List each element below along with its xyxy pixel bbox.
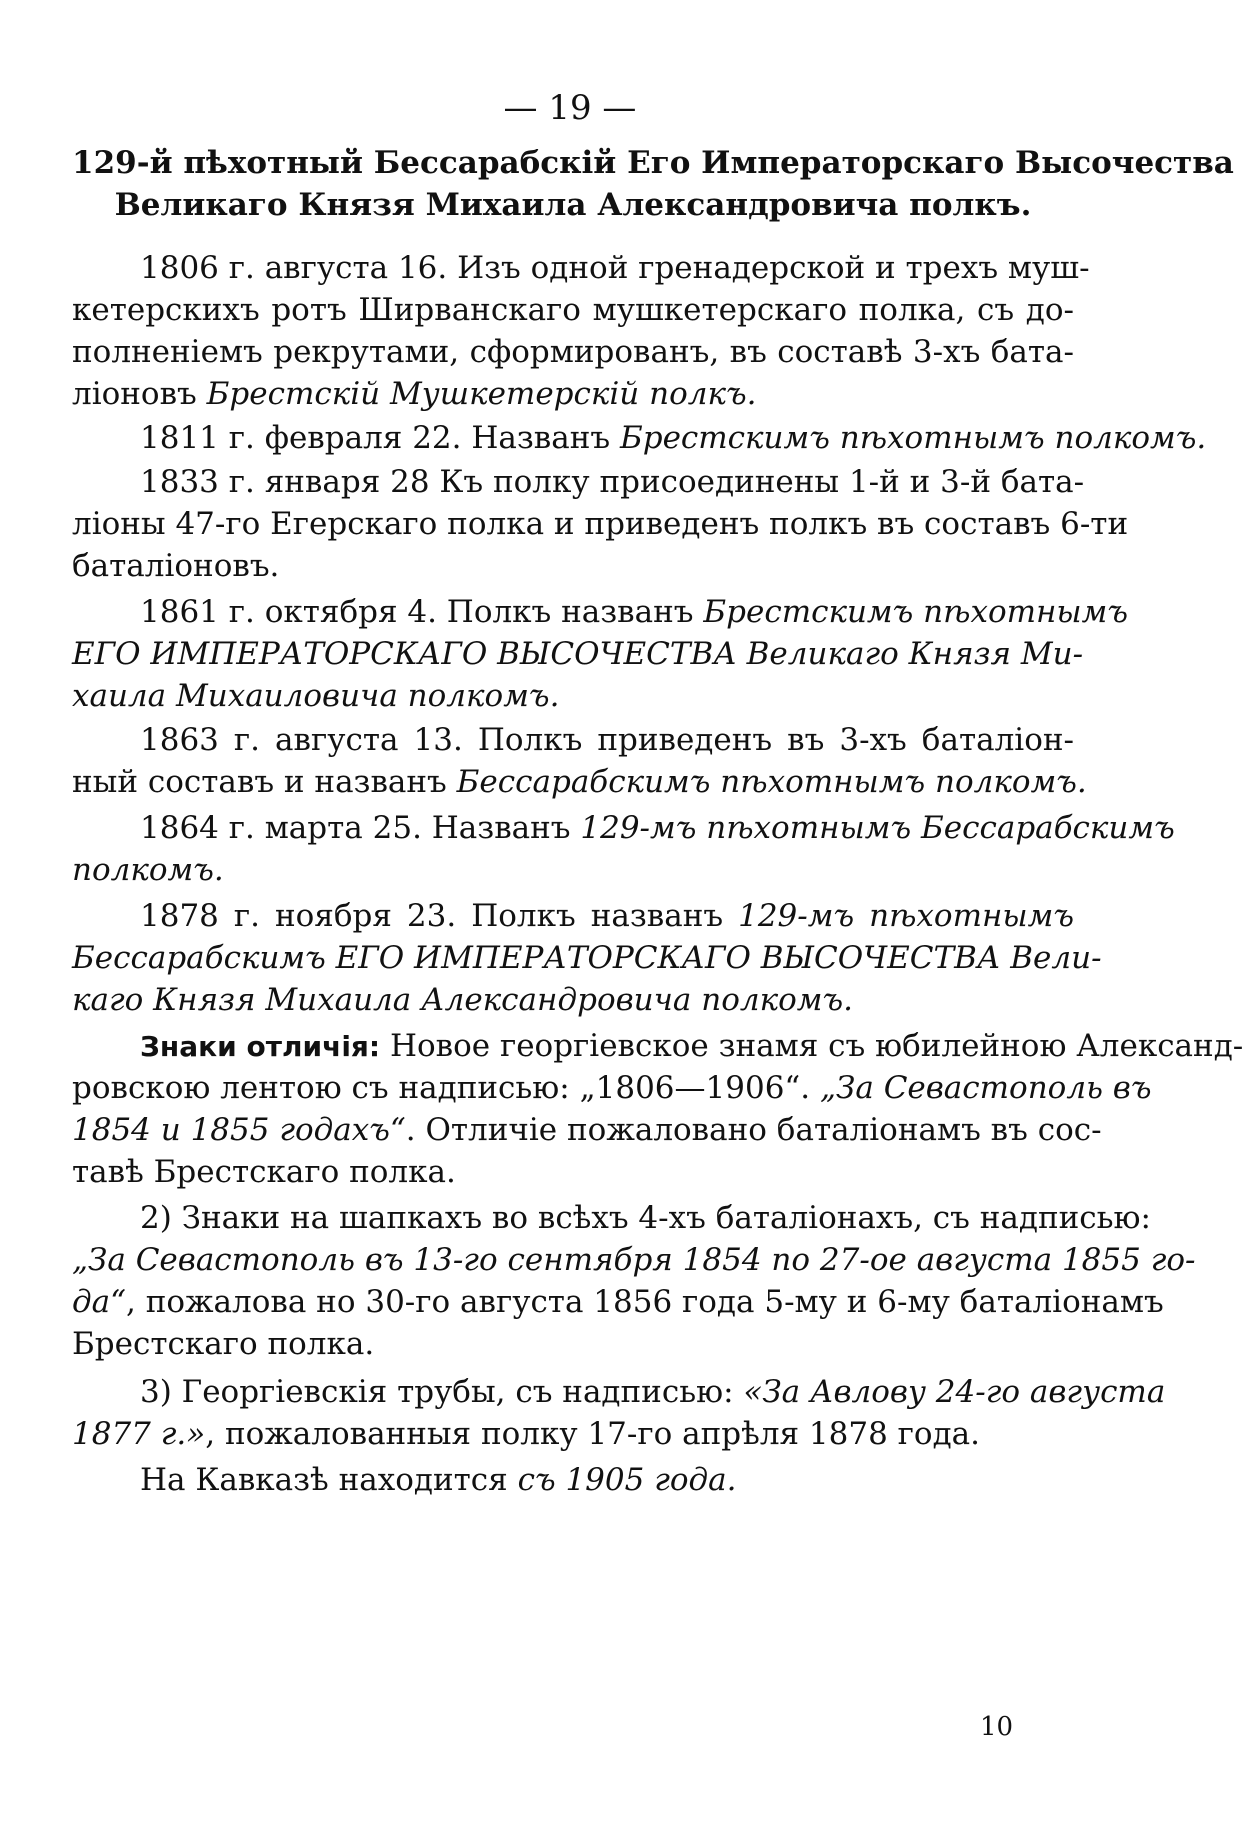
- p1863-text: ный составъ и названъ: [72, 764, 457, 800]
- signature-mark: 10: [980, 1712, 1014, 1742]
- item2-line-3: [72, 1282, 1164, 1322]
- item3-italic-2: 1877 г.»: [72, 1416, 206, 1452]
- p1806-text: ліоновъ: [72, 376, 207, 412]
- item2-text-3: , пожалова но 30-го августа 1856 года 5-му и 6-му баталіонамъ: [125, 1284, 1164, 1320]
- item3-text-1: 3) Георгіевскія трубы, съ надписью:: [140, 1374, 744, 1410]
- item2-italic-3: да“: [72, 1284, 126, 1320]
- p1833-line-2: ліоны 47-го Егерскаго полка и приведенъ полкъ въ составъ 6-ти: [72, 506, 1129, 542]
- p1811-italic: Брестскимъ пѣхотнымъ полкомъ.: [619, 420, 1207, 456]
- znaki-line-1: [140, 1026, 1243, 1067]
- p1878-text: 1878 г. ноября 23. Полкъ названъ: [140, 898, 739, 934]
- item3-text-2: , пожалованныя полку 17-го апрѣля 1878 года.: [205, 1416, 980, 1452]
- p1878-italic: 129-мъ пѣхотнымъ: [738, 898, 1074, 934]
- p1863-line-1: 1863 г. августа 13. Полкъ приведенъ въ 3-хъ баталіон-: [140, 722, 1074, 758]
- znaki-italic-3: 1854 и 1855 годахъ“: [72, 1112, 406, 1148]
- p1878-line-1: [140, 896, 1074, 936]
- p1863-line-2: [72, 762, 1087, 802]
- p1811-line: [140, 418, 1207, 458]
- znaki-line-2: [72, 1068, 1152, 1108]
- p1863-italic: Бессарабскимъ пѣхотнымъ полкомъ.: [456, 764, 1087, 800]
- item2-line-1: 2) Знаки на шапкахъ во всѣхъ 4-хъ баталіонахъ, съ надписью:: [140, 1200, 1151, 1236]
- item3-italic-1: «За Авлову 24-го августа: [743, 1374, 1166, 1410]
- kavkaz-text: На Кавказѣ находится: [140, 1462, 518, 1498]
- p1861-italic: Брестскимъ пѣхотнымъ: [703, 594, 1129, 630]
- p1861-text: 1861 г. октября 4. Полкъ названъ: [140, 594, 704, 630]
- znaki-line-3: [72, 1110, 1102, 1150]
- p1806-line-1: 1806 г. августа 16. Изъ одной гренадерской и трехъ муш-: [140, 250, 1090, 286]
- p1864-line-1: [140, 808, 1175, 848]
- kavkaz-line: [140, 1460, 1074, 1500]
- p1861-line-3: хаила Михаиловича полкомъ.: [72, 678, 560, 714]
- p1806-line-4: [72, 374, 1074, 414]
- znaki-italic-2: „За Севастополь въ: [819, 1070, 1152, 1106]
- p1864-line-2: полкомъ.: [72, 852, 224, 888]
- page-number: — 19 —: [503, 88, 637, 128]
- p1806-line-3: полненіемъ рекрутами, сформированъ, въ составѣ 3-хъ бата-: [72, 334, 1074, 370]
- p1878-line-2: Бессарабскимъ ЕГО ИМПЕРАТОРСКАГО ВЫСОЧЕСТВА Вели-: [72, 940, 1102, 976]
- p1878-line-3: каго Князя Михаила Александровича полкомъ.: [72, 982, 853, 1018]
- p1806-italic: Брестскій Мушкетерскій полкъ.: [206, 376, 757, 412]
- p1811-text: 1811 г. февраля 22. Названъ: [140, 420, 620, 456]
- znaki-text-3: . Отличіе пожаловано баталіонамъ въ сос-: [405, 1112, 1102, 1148]
- znaki-title: Знаки отличія:: [140, 1030, 381, 1063]
- p1806-line-2: кетерскихъ ротъ Ширванскаго мушкетерскаго полка, съ до-: [72, 292, 1074, 328]
- heading-line-1: 129-й пѣхотный Бессарабскій Его Императорскаго Высочества: [72, 145, 1234, 181]
- heading-line-2: Великаго Князя Михаила Александровича полкъ.: [114, 187, 1032, 223]
- p1833-line-3: баталіоновъ.: [72, 548, 280, 584]
- znaki-text-2: ровскою лентою съ надписью: „1806—1906“.: [72, 1070, 820, 1106]
- p1833-line-1: 1833 г. января 28 Къ полку присоединены 1-й и 3-й бата-: [140, 464, 1085, 500]
- item2-line-4: Брестскаго полка.: [72, 1326, 375, 1362]
- p1861-line-1: [140, 592, 1129, 632]
- znaki-line-4: тавѣ Брестскаго полка.: [72, 1154, 456, 1190]
- item3-line-2: [72, 1414, 1074, 1454]
- p1864-text: 1864 г. марта 25. Названъ: [140, 810, 581, 846]
- p1861-line-2: ЕГО ИМПЕРАТОРСКАГО ВЫСОЧЕСТВА Великаго Князя Ми-: [72, 636, 1084, 672]
- znaki-text-1: Новое георгіевское знамя съ юбилейною Александ-: [380, 1028, 1243, 1064]
- p1864-italic: 129-мъ пѣхотнымъ Бессарабскимъ: [580, 810, 1175, 846]
- item3-line-1: [140, 1372, 1166, 1412]
- item2-line-2: „За Севастополь въ 13-го сентября 1854 по 27-ое августа 1855 го-: [72, 1242, 1196, 1278]
- kavkaz-italic: съ 1905 года.: [517, 1462, 737, 1498]
